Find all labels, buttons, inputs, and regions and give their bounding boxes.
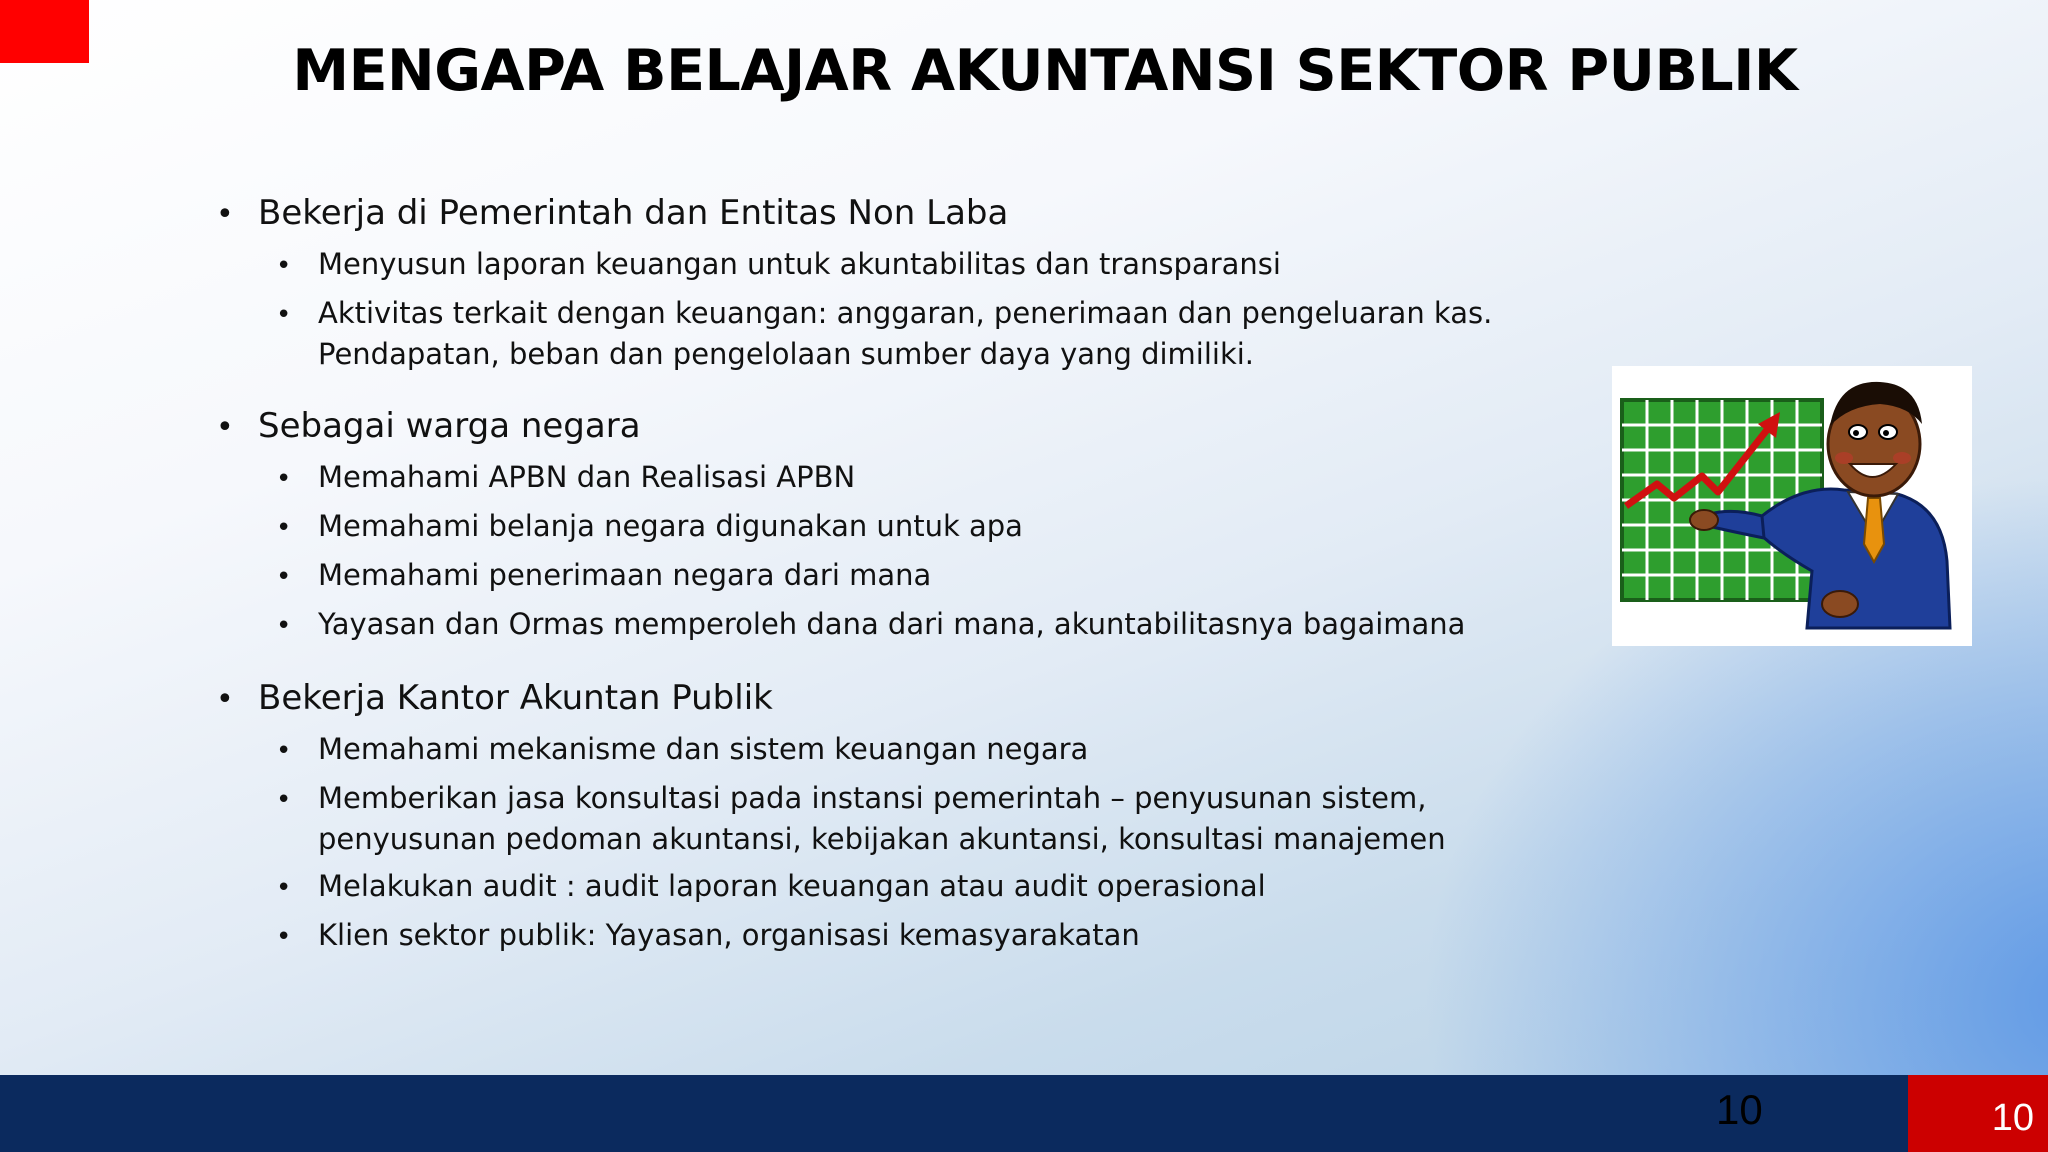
bullet-icon: • bbox=[276, 562, 292, 592]
sub-bullet-text: Klien sektor publik: Yayasan, organisasi kemasyarakatan bbox=[318, 918, 1140, 952]
sub-bullet-item bbox=[276, 729, 1616, 772]
sub-bullet-list bbox=[216, 729, 1616, 958]
sub-bullet-text: Aktivitas terkait dengan keuangan: anggaran, penerimaan dan pengeluaran kas. Pendapatan, beban dan pengelolaan sumber daya yang dimiliki. bbox=[318, 296, 1493, 371]
bullet-heading-text: Sebagai warga negara bbox=[258, 406, 641, 446]
sub-bullet-item bbox=[276, 555, 1616, 598]
page-number-box-label: 10 bbox=[1991, 1097, 2034, 1139]
page-number: 10 bbox=[1716, 1086, 1763, 1133]
bullet-icon: • bbox=[216, 682, 234, 717]
bullet-icon: • bbox=[276, 513, 292, 543]
bullet-icon: • bbox=[276, 785, 292, 815]
bullet-icon: • bbox=[276, 736, 292, 766]
bullet-icon: • bbox=[276, 464, 292, 494]
sub-bullet-item bbox=[276, 915, 1616, 958]
bullet-icon: • bbox=[216, 197, 234, 232]
sub-bullet-item bbox=[276, 244, 1616, 287]
sub-bullet-item bbox=[276, 778, 1616, 860]
bullet-content bbox=[216, 184, 1616, 980]
bullet-section bbox=[216, 397, 1616, 647]
sub-bullet-list bbox=[216, 244, 1616, 375]
sub-bullet-text: Memahami APBN dan Realisasi APBN bbox=[318, 460, 856, 494]
sub-bullet-item bbox=[276, 866, 1616, 909]
bullet-heading bbox=[216, 184, 1616, 244]
sub-bullet-item bbox=[276, 457, 1616, 500]
sub-bullet-text: Memahami belanja negara digunakan untuk apa bbox=[318, 509, 1023, 543]
sub-bullet-item bbox=[276, 293, 1616, 375]
clipart-drawing bbox=[1612, 366, 1972, 646]
page-number-box bbox=[1908, 1075, 2048, 1152]
sub-bullet-text: Memahami penerimaan negara dari mana bbox=[318, 558, 932, 592]
sub-bullet-text: Melakukan audit : audit laporan keuangan atau audit operasional bbox=[318, 869, 1266, 903]
bullet-section bbox=[216, 669, 1616, 958]
sub-bullet-text: Memberikan jasa konsultasi pada instansi pemerintah – penyusunan sistem, penyusunan pedoman akuntansi, kebijakan akuntansi, konsultasi manajemen bbox=[318, 781, 1446, 856]
bullet-heading bbox=[216, 397, 1616, 457]
sub-bullet-item bbox=[276, 604, 1616, 647]
sub-bullet-text: Menyusun laporan keuangan untuk akuntabilitas dan transparansi bbox=[318, 247, 1281, 281]
sub-bullet-text: Yayasan dan Ormas memperoleh dana dari mana, akuntabilitasnya bagaimana bbox=[318, 607, 1466, 641]
bullet-icon: • bbox=[276, 251, 292, 281]
bullet-icon: • bbox=[276, 873, 292, 903]
bullet-heading-text: Bekerja di Pemerintah dan Entitas Non Laba bbox=[258, 193, 1009, 233]
sub-bullet-item bbox=[276, 506, 1616, 549]
sub-bullet-list bbox=[216, 457, 1616, 647]
slide-title: MENGAPA BELAJAR AKUNTANSI SEKTOR PUBLIK bbox=[292, 38, 1798, 104]
bullet-heading-text: Bekerja Kantor Akuntan Publik bbox=[258, 678, 773, 718]
businessman-presenting-growth-chart-icon bbox=[1612, 366, 1972, 646]
bullet-icon: • bbox=[276, 922, 292, 952]
bullet-section bbox=[216, 184, 1616, 375]
bullet-heading bbox=[216, 669, 1616, 729]
sub-bullet-text: Memahami mekanisme dan sistem keuangan negara bbox=[318, 732, 1089, 766]
bullet-icon: • bbox=[276, 300, 292, 330]
bullet-icon: • bbox=[276, 611, 292, 641]
bullet-icon: • bbox=[216, 410, 234, 445]
